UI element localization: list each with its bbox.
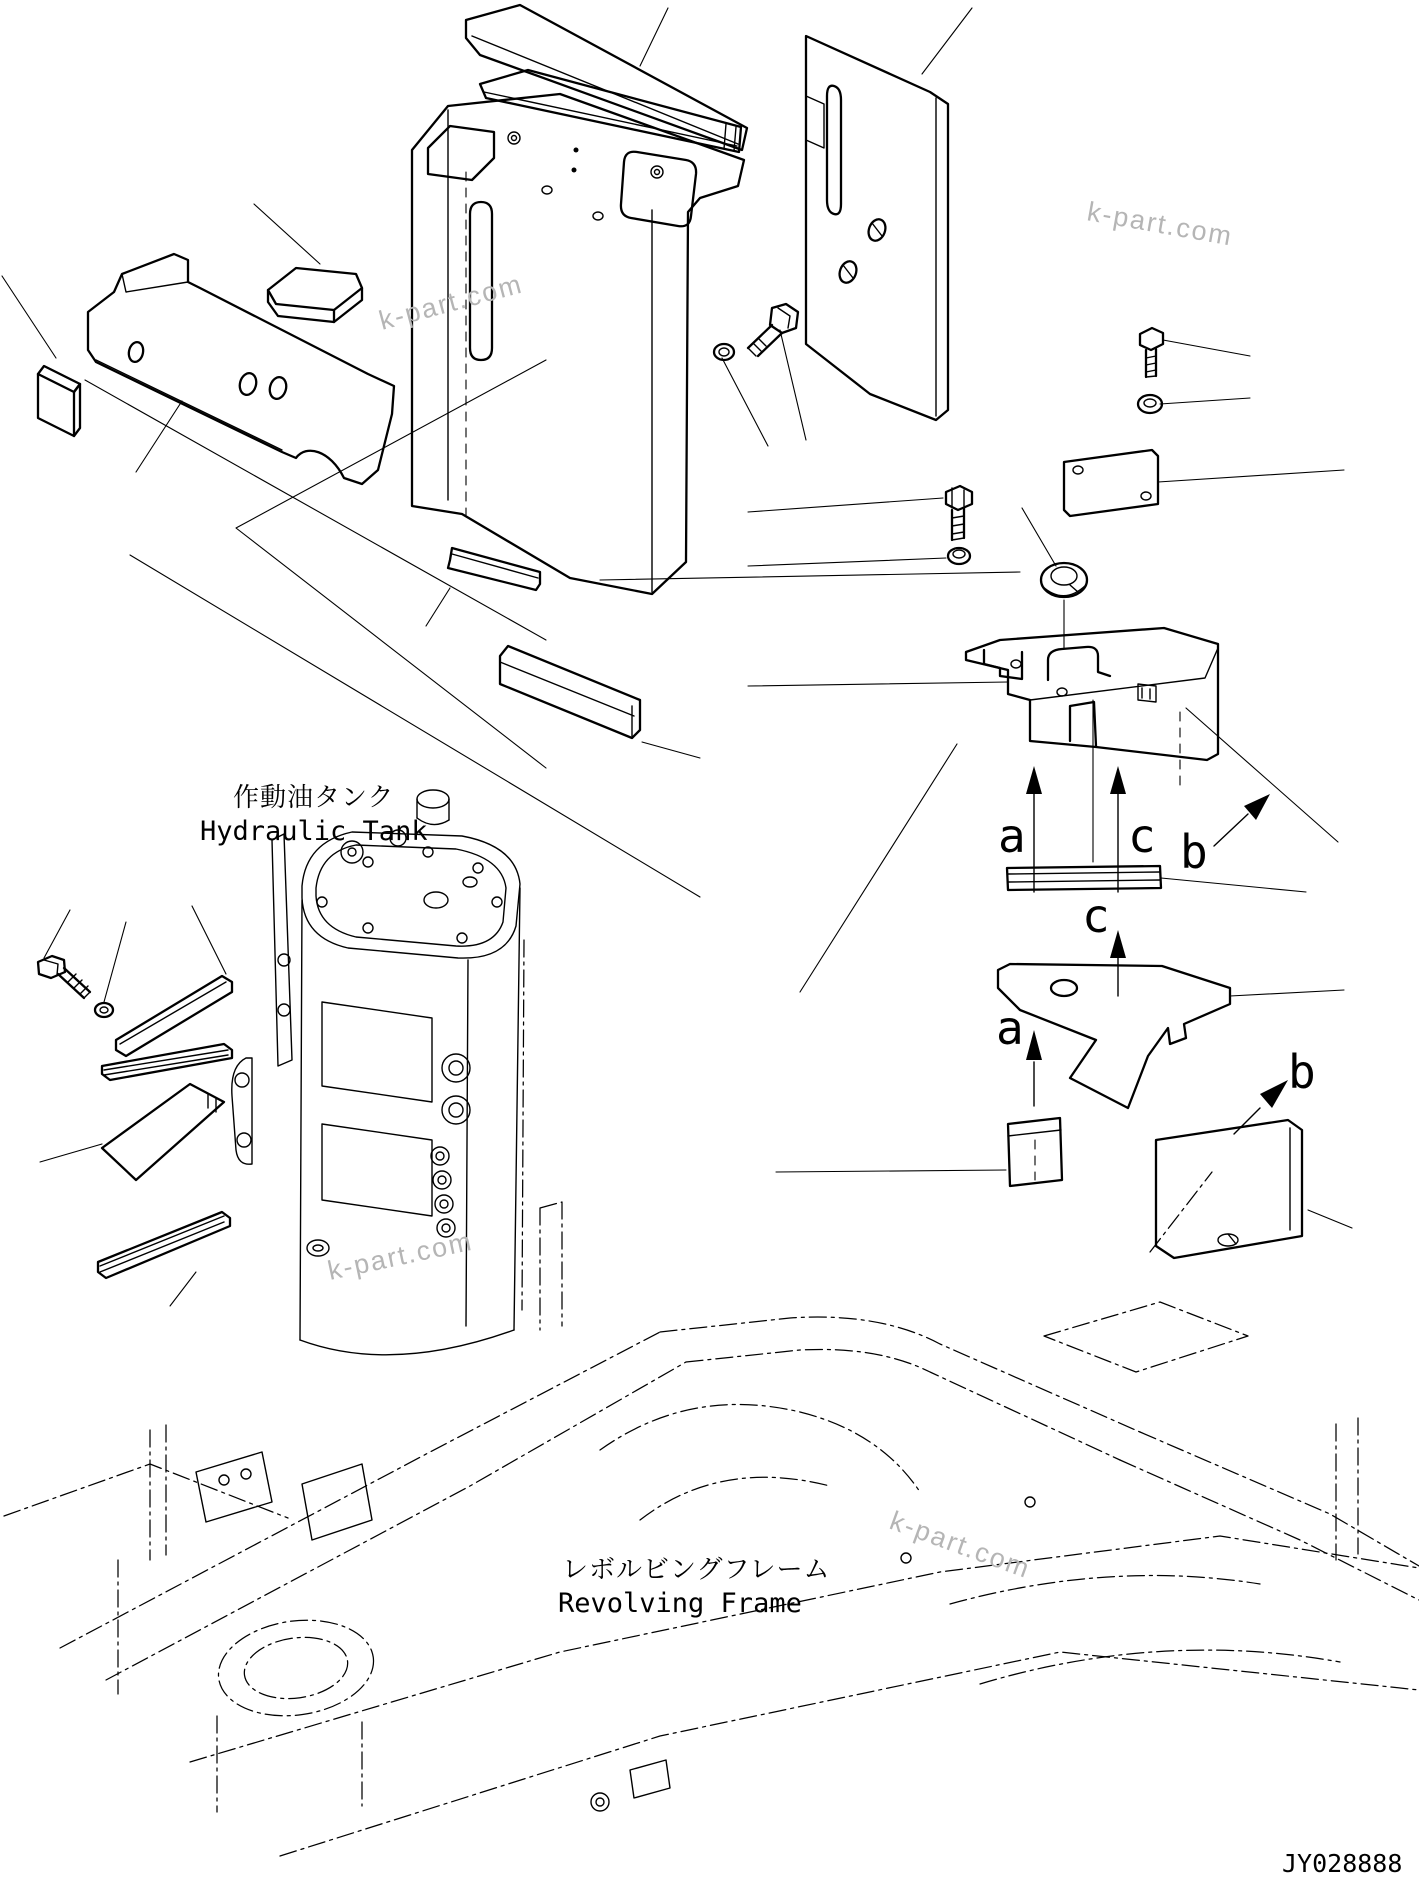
grommet: [1041, 563, 1087, 597]
bolt: [38, 956, 90, 998]
revolving-frame: [4, 1202, 1419, 1856]
revolving-frame-label-jp: レボルビングフレーム: [562, 1555, 831, 1585]
seal-strip-left: [98, 1212, 230, 1278]
side-cover-panel: [412, 94, 744, 594]
revolving-frame-details: [196, 1452, 1035, 1811]
watermark: k-part.com: [1084, 196, 1236, 252]
cover-bracket: [966, 628, 1218, 788]
marker-a-upper: a: [998, 809, 1026, 863]
pad-large: [1150, 1120, 1302, 1258]
mount-plate: [1064, 450, 1158, 516]
marker-b-upper: b: [1180, 825, 1208, 879]
pad-small: [1008, 1118, 1062, 1186]
seal-strip: [1007, 866, 1161, 890]
watermark: k-part.com: [885, 1505, 1035, 1585]
watermark: k-part.com: [325, 1225, 476, 1286]
hydraulic-tank-label-en: Hydraulic Tank: [200, 816, 428, 847]
long-strip: [500, 646, 640, 738]
leader-lines: [2, 8, 1352, 1306]
bolt: [748, 304, 798, 356]
washer: [948, 548, 970, 564]
square-pad: [38, 366, 80, 436]
marker-a-lower: a: [996, 1001, 1024, 1055]
marker-b-lower: b: [1288, 1045, 1316, 1099]
washer: [1138, 395, 1162, 413]
left-side-cover: [88, 254, 394, 484]
bolt: [946, 486, 972, 540]
assembly-arrow-b-upper: [1214, 794, 1270, 846]
figure-id: JY028888: [1282, 1849, 1403, 1878]
washer: [714, 344, 734, 360]
marker-c-mid: c: [1082, 889, 1110, 943]
bolt: [1140, 328, 1163, 377]
washer: [95, 1003, 113, 1017]
assembly-arrow-c-mid: [1110, 930, 1126, 996]
hydraulic-tank-label-jp: 作動油タンク: [233, 783, 395, 813]
channel-strip-left: [102, 1044, 232, 1080]
trim-strip-left: [116, 976, 232, 1056]
assembly-arrow-a-lower: [1026, 1030, 1042, 1106]
revolving-frame-label-en: Revolving Frame: [558, 1588, 802, 1619]
watermark: k-part.com: [375, 268, 527, 336]
cap-strip: [466, 5, 747, 150]
marker-c-upper: c: [1128, 809, 1156, 863]
swing-bearing: [212, 1611, 380, 1726]
foam-block: [268, 268, 362, 322]
cover-plate-left: [102, 1084, 224, 1180]
channel-strip: [448, 548, 540, 590]
rear-panel: [806, 36, 948, 420]
